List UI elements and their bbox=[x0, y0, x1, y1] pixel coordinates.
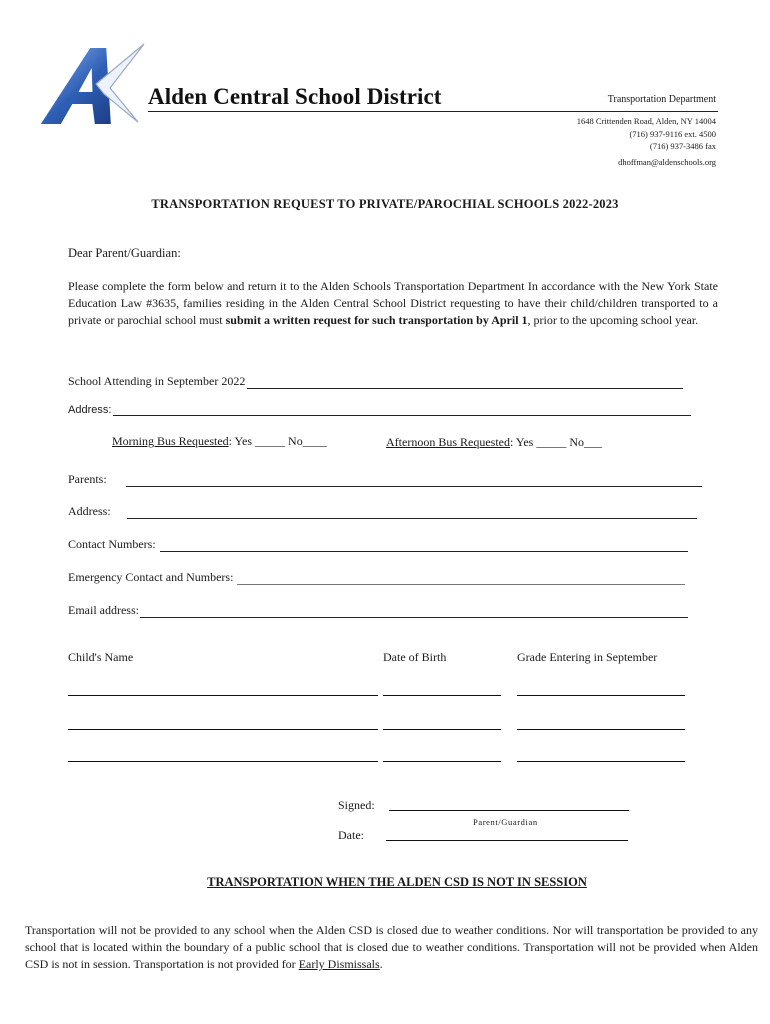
dob-field[interactable] bbox=[383, 729, 501, 730]
contact-email: dhoffman@aldenschools.org bbox=[618, 156, 716, 167]
contact-numbers-label: Contact Numbers: bbox=[68, 537, 156, 551]
notice-paragraph bbox=[25, 922, 758, 973]
afternoon-bus-row bbox=[386, 435, 602, 450]
salutation: Dear Parent/Guardian: bbox=[68, 246, 181, 260]
address2-field[interactable] bbox=[127, 506, 697, 519]
morning-bus-row bbox=[112, 434, 327, 449]
header-rule bbox=[148, 111, 718, 112]
notice-end: . bbox=[379, 957, 383, 971]
intro-paragraph bbox=[68, 278, 718, 329]
address2-label: Address: bbox=[68, 504, 111, 518]
contact-fax: (716) 937-3486 fax bbox=[649, 141, 716, 151]
email-row bbox=[68, 603, 688, 618]
signature-field[interactable] bbox=[389, 810, 629, 811]
morning-bus-options[interactable]: : Yes _____ No____ bbox=[228, 434, 327, 448]
emergency-row bbox=[68, 570, 685, 585]
district-name: Alden Central School District bbox=[148, 84, 442, 109]
address1-row bbox=[68, 403, 691, 416]
parents-label: Parents: bbox=[68, 472, 107, 486]
intro-text-1: Please complete the form below and return it to the Alden Schools Transportation Department In accordance with the New York State Education Law #3635, families residing in the Alden Central School District requesting to have their child/children transported to a private or parochial school must bbox=[68, 279, 718, 327]
district-logo bbox=[40, 38, 150, 130]
col-date-of-birth: Date of Birth bbox=[383, 650, 447, 664]
afternoon-bus-options[interactable]: : Yes _____ No___ bbox=[509, 435, 602, 449]
parents-row bbox=[68, 472, 702, 487]
col-grade-entering: Grade Entering in September bbox=[517, 650, 658, 664]
dob-field[interactable] bbox=[383, 695, 501, 696]
emergency-label: Emergency Contact and Numbers: bbox=[68, 570, 234, 584]
date-field[interactable] bbox=[386, 840, 628, 841]
grade-field[interactable] bbox=[517, 695, 685, 696]
early-dismissals-link: Early Dismissals bbox=[298, 957, 380, 971]
grade-field[interactable] bbox=[517, 729, 685, 730]
parents-field[interactable] bbox=[126, 474, 702, 487]
section-title: TRANSPORTATION WHEN THE ALDEN CSD IS NOT IN SESSION bbox=[207, 875, 587, 889]
department-name: Transportation Department bbox=[607, 94, 716, 105]
afternoon-bus-label: Afternoon Bus Requested bbox=[386, 435, 510, 449]
contact-numbers-field[interactable] bbox=[160, 539, 688, 552]
intro-text-2: , prior to the upcoming school year. bbox=[527, 313, 699, 327]
email-label: Email address: bbox=[68, 603, 139, 617]
notice-text: Transportation will not be provided to any school when the Alden CSD is closed due to weather conditions. Nor will transportation be provided to any school that is located within the boundary of a public school that is closed due to weather conditions. Transportation will not be provided when Alden CSD is not in session. Transportation is not provided for bbox=[25, 923, 758, 971]
signature-caption: Parent/Guardian bbox=[473, 817, 538, 827]
district-logo-icon bbox=[40, 38, 150, 130]
contact-block bbox=[577, 115, 716, 168]
child-name-field[interactable] bbox=[68, 695, 378, 696]
col-child-name: Child's Name bbox=[68, 650, 134, 664]
signed-label: Signed: bbox=[338, 798, 375, 812]
child-name-field[interactable] bbox=[68, 761, 378, 762]
intro-bold-deadline: submit a written request for such transportation by April 1 bbox=[225, 313, 528, 327]
contact-numbers-row bbox=[68, 537, 688, 552]
dob-field[interactable] bbox=[383, 761, 501, 762]
school-attending-label: School Attending in September 2022 bbox=[68, 374, 246, 388]
address2-row bbox=[68, 504, 697, 519]
morning-bus-label: Morning Bus Requested bbox=[112, 434, 229, 448]
form-title: TRANSPORTATION REQUEST TO PRIVATE/PAROCHIAL SCHOOLS 2022-2023 bbox=[151, 197, 619, 211]
school-attending-field[interactable] bbox=[247, 376, 683, 389]
address1-label: Address: bbox=[68, 404, 112, 416]
contact-phone: (716) 937-9116 ext. 4500 bbox=[629, 128, 716, 139]
email-field[interactable] bbox=[140, 605, 688, 618]
grade-field[interactable] bbox=[517, 761, 685, 762]
school-attending-row bbox=[68, 374, 683, 389]
contact-address: 1648 Crittenden Road, Alden, NY 14004 bbox=[576, 116, 716, 126]
child-name-field[interactable] bbox=[68, 729, 378, 730]
address1-field[interactable] bbox=[113, 403, 691, 416]
date-label: Date: bbox=[338, 828, 364, 842]
emergency-field[interactable] bbox=[237, 572, 685, 585]
